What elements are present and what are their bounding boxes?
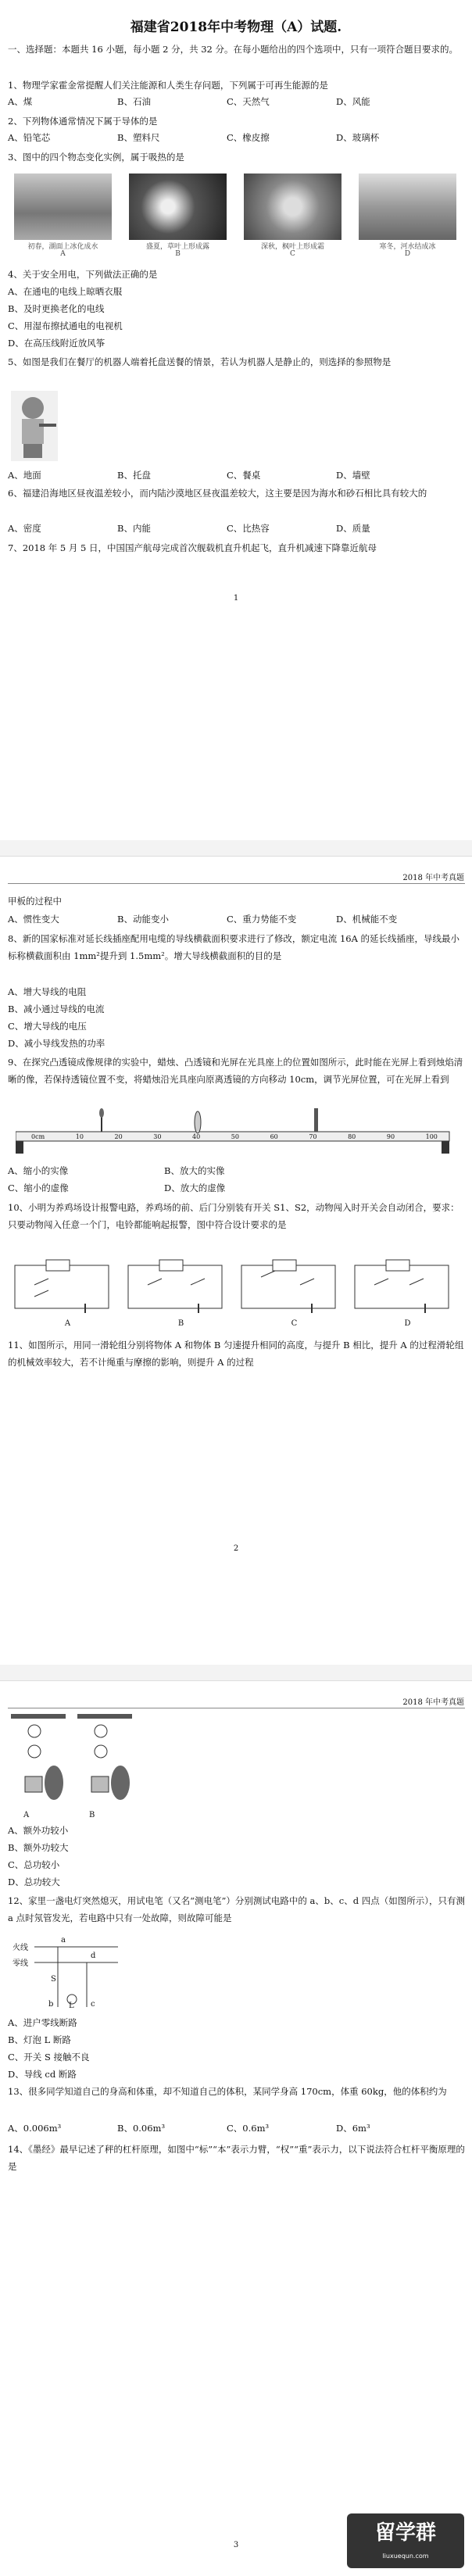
option: A、惯性变大 [8, 914, 59, 925]
tick-label: 20 [114, 1133, 123, 1140]
label: A [60, 250, 66, 258]
tick-label: 50 [231, 1133, 239, 1140]
option: D、6m³ [336, 2123, 370, 2134]
q7-continued: 甲板的过程中 [8, 896, 62, 907]
caption: 初春，湖面上冰化成水 [27, 243, 98, 251]
q4-stem: 4、关于安全用电，下列做法正确的是 [8, 269, 158, 280]
q8-stem: 8、新的国家标准对延长线插座配用电缆的导线横截面积要求进行了修改，额定电流 16A 的延长线插座，导线最小标称横截面积由 1mm²提升到 1.5mm²。增大导线横截面积的目的是 [8, 933, 460, 961]
q4-option: D、在高压线附近放风筝 [8, 338, 105, 349]
q8-option: B、减小通过导线的电流 [8, 1004, 105, 1014]
q12-stem: 12、家里一盏电灯突然熄灭，用试电笔（又名“测电笔”）分别测试电路中的 a、b、c、d 四点（如图所示），只有测 a 点时氖管发光，若电路中只有一处故障，则故障可能是 [8, 1895, 465, 1923]
q12-option: C、开关 S 接触不良 [8, 2052, 90, 2063]
lamp-label: L [69, 2002, 74, 2010]
point-label: d [91, 1952, 96, 1960]
tick-label: 40 [192, 1133, 201, 1140]
switch-label: S [51, 1975, 56, 1984]
q11-option: A、额外功较小 [8, 1825, 69, 1836]
q10-stem: 10、小明为养鸡场设计报警电路，养鸡场的前、后门分别装有开关 S1、S2，动物闯入时开关会自动闭合，要求：只要动物闯入任意一个门，电铃都能响起报警，图中符合设计要求的是 [8, 1202, 459, 1230]
point-label: a [61, 1936, 66, 1945]
optical-bench-figure [16, 1108, 453, 1157]
photo-river-ice [359, 174, 456, 240]
q8-option: C、增大导线的电压 [8, 1021, 87, 1032]
tick-label: 10 [75, 1133, 84, 1140]
page-number: 2 [233, 1544, 239, 1553]
page-3 [0, 1680, 472, 2576]
q11-option: B、额外功较大 [8, 1842, 69, 1853]
option: C、比热容 [227, 523, 270, 534]
q5-options [8, 469, 465, 481]
option: C、橡皮擦 [227, 132, 270, 143]
q4-option: B、及时更换老化的电线 [8, 303, 105, 314]
photo-frost [244, 174, 341, 240]
option: B、托盘 [117, 470, 151, 481]
q1-stem: 1、物理学家霍金常提醒人们关注能源和人类生存问题，下列属于可再生能源的是 [8, 80, 328, 91]
watermark-url: liuxuequn.com [382, 2553, 429, 2560]
tick-label: 30 [153, 1133, 162, 1140]
circuit-d [355, 1260, 449, 1313]
q6-stem: 6、福建沿海地区昼夜温差较小，而内陆沙漠地区昼夜温差较大，这主要是因为海水和砂石相比具有较大的 [8, 488, 427, 499]
option: A、煤 [8, 96, 33, 107]
label: D [404, 250, 411, 258]
q13-stem: 13、很多同学知道自己的身高和体重，却不知道自己的体积，某同学身高 170cm，体重 60kg，他的体积约为 [8, 2086, 447, 2097]
q12-option: A、进户零线断路 [8, 2017, 77, 2028]
option: D、玻璃杯 [336, 132, 380, 143]
q11-option: C、总功较小 [8, 1859, 60, 1870]
header-rule [8, 883, 465, 884]
circuit-a [15, 1260, 109, 1313]
option: C、餐桌 [227, 470, 261, 481]
label: B [89, 1811, 95, 1819]
label: A [64, 1319, 71, 1328]
caption: 盛夏，草叶上形成露 [145, 243, 209, 251]
option: A、地面 [8, 470, 41, 481]
page-gap [0, 1665, 472, 1680]
option: C、缩小的虚像 [8, 1182, 69, 1193]
robot-image [11, 391, 58, 461]
circuit-c [241, 1260, 335, 1313]
q12-option: D、导线 cd 断路 [8, 2069, 77, 2080]
caption: 寒冬，河水结成冰 [379, 243, 436, 251]
label: B [177, 1319, 184, 1328]
wiring-figure [13, 1933, 122, 2011]
q5-stem: 5、如图是我们在餐厅的机器人端着托盘送餐的情景，若认为机器人是静止的，则选择的参照物是 [8, 356, 392, 367]
q9-options-row1 [8, 1165, 465, 1177]
option: A、密度 [8, 523, 41, 534]
lens [195, 1111, 201, 1133]
option: A、铅笔芯 [8, 132, 51, 143]
label: C [291, 1319, 298, 1328]
section-intro: 一、选择题：本题共 16 小题，每小题 2 分，共 32 分。在每小题给出的四个选项中，只有一项符合题目要求的。 [8, 44, 459, 55]
site-watermark [347, 2513, 464, 2568]
circuit-labels [11, 1319, 464, 1328]
q12-option: B、灯泡 L 断路 [8, 2034, 71, 2045]
q11-stem: 11、如图所示，用同一滑轮组分别将物体 A 和物体 B 匀速提升相同的高度，与提升 B 相比，提升 A 的过程滑轮组的机械效率较大，若不计绳重与摩擦的影响，则提升 A 的过程 [8, 1340, 464, 1368]
q9-options-row2 [8, 1182, 465, 1194]
neutral-wire-label: 零线 [13, 1959, 28, 1968]
option: A、0.006m³ [8, 2123, 62, 2134]
q3-stem: 3、图中的四个物态变化实例，属于吸热的是 [8, 152, 184, 163]
q2-stem: 2、下列物体通常情况下属于导体的是 [8, 116, 158, 127]
photo-dew [129, 174, 227, 240]
q1-options [8, 95, 465, 108]
q8-option: A、增大导线的电阻 [8, 986, 87, 997]
q14-stem: 14、《墨经》最早记述了秤的杠杆原理，如图中“标”“本”表示力臂，“权”“重”表示力，以下说法符合杠杆平衡原理的是 [8, 2144, 465, 2172]
q13-options [8, 2122, 465, 2134]
option: D、机械能不变 [336, 914, 398, 925]
option: D、墙壁 [336, 470, 370, 481]
tick-label: 0cm [31, 1133, 45, 1140]
option: C、天然气 [227, 96, 270, 107]
caption: 深秋，枫叶上形成霜 [260, 243, 324, 251]
live-wire-label: 火线 [13, 1944, 28, 1952]
q6-options [8, 522, 465, 535]
label: C [290, 250, 295, 258]
page-header: 2018 年中考真题 [402, 1698, 464, 1707]
q4-option: C、用湿布擦拭通电的电视机 [8, 320, 123, 331]
q2-options [8, 131, 465, 144]
option: D、放大的虚像 [164, 1182, 226, 1193]
watermark-title: 留学群 [374, 2521, 436, 2545]
option: B、动能变小 [117, 914, 169, 925]
option: B、0.06m³ [117, 2123, 166, 2134]
circuit-diagrams [11, 1254, 464, 1316]
q11-option: D、总功较大 [8, 1877, 60, 1887]
photo-ice-melting [14, 174, 112, 240]
q9-stem: 9、在探究凸透镜成像规律的实验中，蜡烛、凸透镜和光屏在光具座上的位置如图所示，此时能在光屏上看到烛焰清晰的像，若保持透镜位置不变，将蜡烛沿光具座向原离透镜的方向移动 10cm，调节光屏位置，可在光屏上看到 [8, 1057, 463, 1085]
point-label: b [48, 2000, 54, 2009]
screen [314, 1108, 318, 1132]
option: B、塑料尺 [117, 132, 160, 143]
page-number: 3 [233, 2541, 239, 2549]
pulley-figure [11, 1714, 136, 1808]
option: B、放大的实像 [164, 1165, 225, 1176]
page-1 [0, 0, 472, 840]
q4-option: A、在通电的电线上晾晒衣服 [8, 286, 123, 297]
page-2 [0, 856, 472, 1665]
circuit-b [128, 1260, 222, 1313]
page-number: 1 [233, 594, 239, 603]
q8-option: D、减小导线发热的功率 [8, 1038, 105, 1049]
option: D、质量 [336, 523, 370, 534]
page-title: 福建省2018年中考物理（A）试题. [130, 20, 342, 35]
option: D、风能 [336, 96, 370, 107]
label: D [404, 1319, 411, 1328]
q7-options [8, 913, 465, 925]
option: C、0.6m³ [227, 2123, 270, 2134]
option: C、重力势能不变 [227, 914, 297, 925]
tick-label: 80 [348, 1133, 356, 1140]
option: A、缩小的实像 [8, 1165, 69, 1176]
option: B、石油 [117, 96, 151, 107]
tick-label: 70 [309, 1133, 317, 1140]
tick-label: 100 [425, 1133, 438, 1140]
tick-label: 60 [270, 1133, 278, 1140]
point-label: c [91, 2000, 95, 2009]
page-gap [0, 840, 472, 856]
tick-label: 90 [386, 1133, 395, 1140]
option: B、内能 [117, 523, 151, 534]
q7-stem: 7、2018 年 5 月 5 日，中国国产航母完成首次舰载机直升机起飞，直升机减速下降靠近航母 [8, 542, 377, 553]
page-header: 2018 年中考真题 [402, 874, 464, 882]
label: A [23, 1811, 30, 1819]
bench-scale [31, 1133, 438, 1140]
label: B [175, 250, 181, 258]
